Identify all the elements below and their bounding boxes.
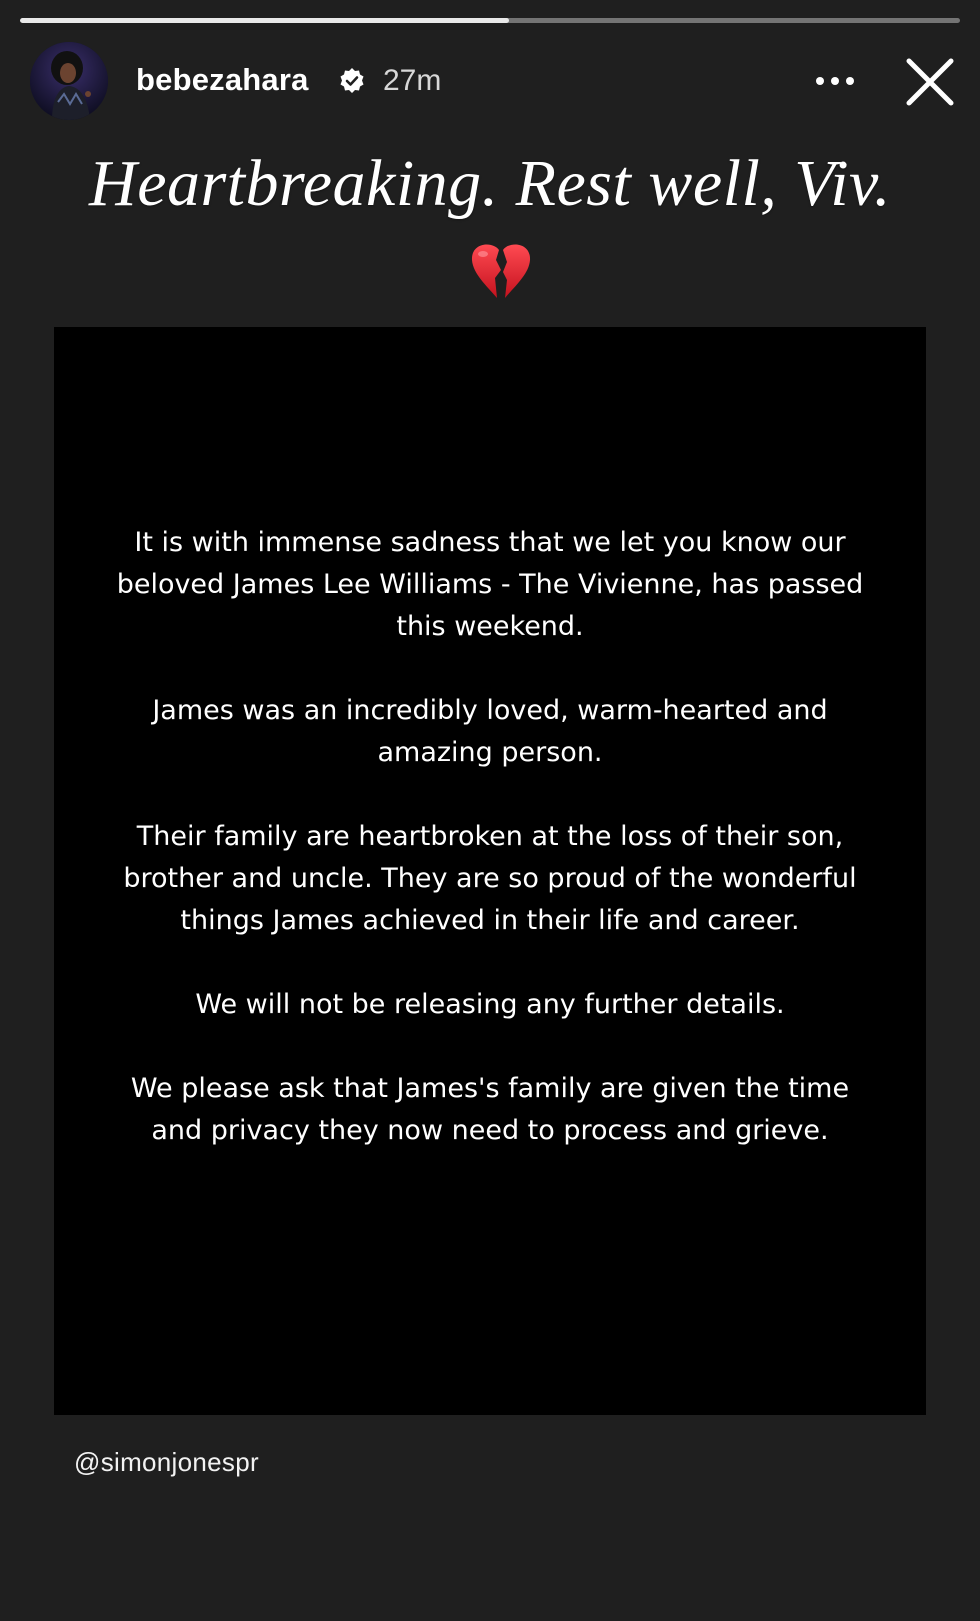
- profile-avatar[interactable]: [30, 42, 108, 120]
- more-options-icon[interactable]: [812, 66, 858, 96]
- statement-paragraph: We please ask that James's family are given the time and privacy they now need to process and grieve.: [130, 1073, 850, 1146]
- statement-paragraph: Their family are heartbroken at the loss of their son, brother and uncle. They are so proud of the wonderful things James achieved in their life and career.: [123, 821, 857, 936]
- verified-badge-icon: [338, 67, 366, 95]
- statement-paragraph: We will not be releasing any further details.: [195, 989, 785, 1020]
- mention-tag[interactable]: @simonjonespr: [74, 1447, 259, 1477]
- broken-heart-icon: [469, 240, 533, 302]
- story-header: [0, 42, 980, 122]
- statement-paragraph: James was an incredibly loved, warm-hearted and amazing person.: [152, 695, 828, 768]
- statement-image: [54, 327, 926, 1415]
- statement-paragraph: It is with immense sadness that we let you know our beloved James Lee Williams - The Vivienne, has passed this weekend.: [116, 527, 864, 642]
- story-username[interactable]: bebezahara: [136, 62, 309, 97]
- statement-text: [54, 522, 926, 1194]
- close-icon[interactable]: [904, 56, 956, 108]
- story-progress-bar: [20, 18, 960, 23]
- story-progress-fill: [20, 18, 509, 23]
- story-caption: Heartbreaking. Rest well, Viv.: [89, 147, 891, 220]
- story-time-ago: 27m: [383, 64, 442, 97]
